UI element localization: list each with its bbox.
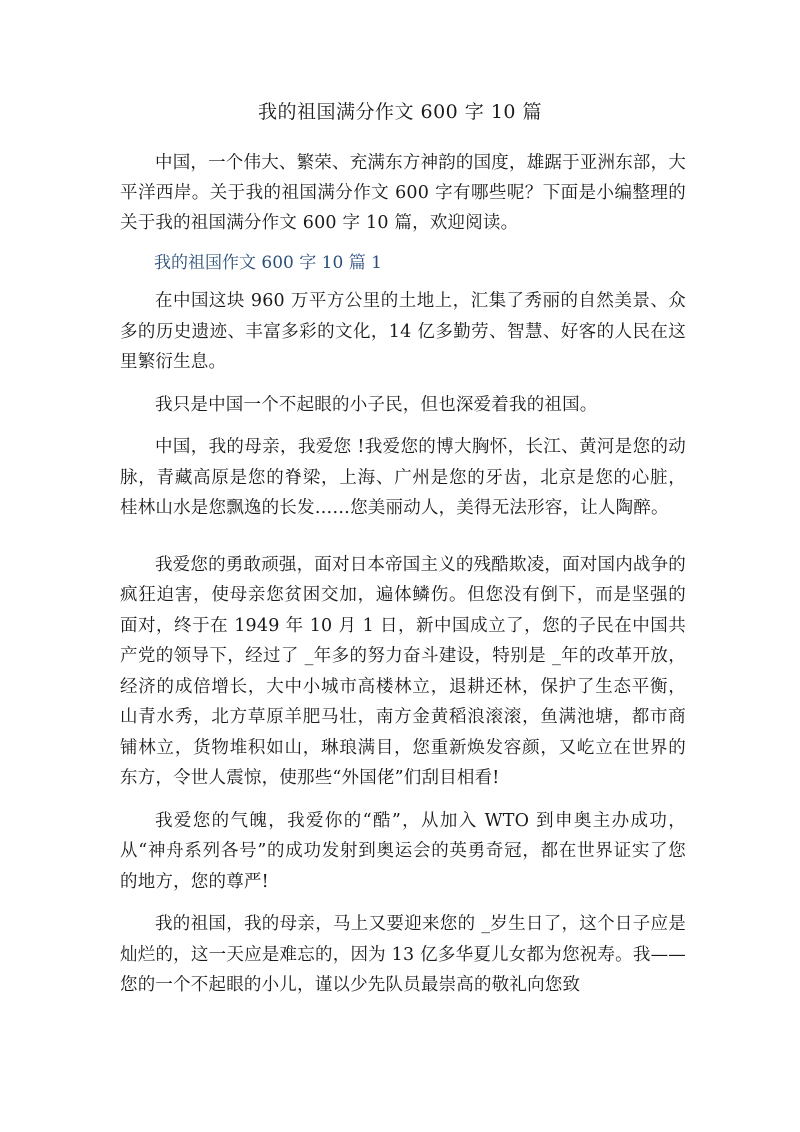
body-paragraph: 在中国这块 960 万平方公里的土地上，汇集了秀丽的自然美景、众多的历史遗迹、丰富多彩的文化，14 亿多勤劳、智慧、好客的人民在这里繁衍生息。 (120, 291, 686, 372)
body-paragraph: 我爱您的气魄，我爱你的“酷”，从加入 WTO 到申奥主办成功，从“神舟系列各号”的成功发射到奥运会的英勇奇冠，都在世界证实了您的地方，您的尊严! (120, 810, 686, 892)
intro-paragraph: 中国，一个伟大、繁荣、充满东方神韵的国度，雄踞于亚洲东部，大平洋西岸。关于我的祖国满分作文 600 字有哪些呢？下面是小编整理的关于我的祖国满分作文 600 字 10 篇，欢迎阅读。 (120, 153, 686, 233)
body-paragraph: 我的祖国，我的母亲，马上又要迎来您的 _岁生日了，这个日子应是灿烂的，这一天应是难忘的，因为 13 亿多华夏儿女都为您祝寿。我——您的一个不起眼的小儿，谨以少先队员最崇高的敬礼向您致 (120, 914, 686, 995)
body-paragraph: 我只是中国一个不起眼的小子民，但也深爱着我的祖国。 (155, 394, 598, 415)
body-paragraph: 我爱您的勇敢顽强，面对日本帝国主义的残酷欺凌，面对国内战争的疯狂迫害，使母亲您贫困交加，遍体鳞伤。但您没有倒下，而是坚强的面对，终于在 1949 年 10 月 1 日，新中国成立了，您的子民在中国共产党的领导下，经过了 _年多的努力奋斗建设，特别是 _年的改革开放，经济的成倍增长，大中小城市高楼林立，退耕还林，保护了生态平衡，山青水秀，北方草原羊肥马壮，南方金黄稻浪滚滚，鱼满池塘，都市商铺林立，货物堆积如山，琳琅满目，您重新焕发容颜，又屹立在世界的东方，令世人震惊，使那些“外国佬”们刮目相看! (120, 554, 686, 788)
document-title: 我的祖国满分作文 600 字 10 篇 (257, 101, 543, 123)
body-paragraph: 中国，我的母亲，我爱您 !我爱您的博大胸怀，长江、黄河是您的动脉，青藏高原是您的脊梁，上海、广州是您的牙齿，北京是您的心脏，桂林山水是您飘逸的长发……您美丽动人，美得无法形容，让人陶醉。 (120, 437, 686, 518)
document-body (120, 148, 686, 1013)
section-heading: 我的祖国作文 600 字 10 篇 1 (154, 253, 382, 273)
